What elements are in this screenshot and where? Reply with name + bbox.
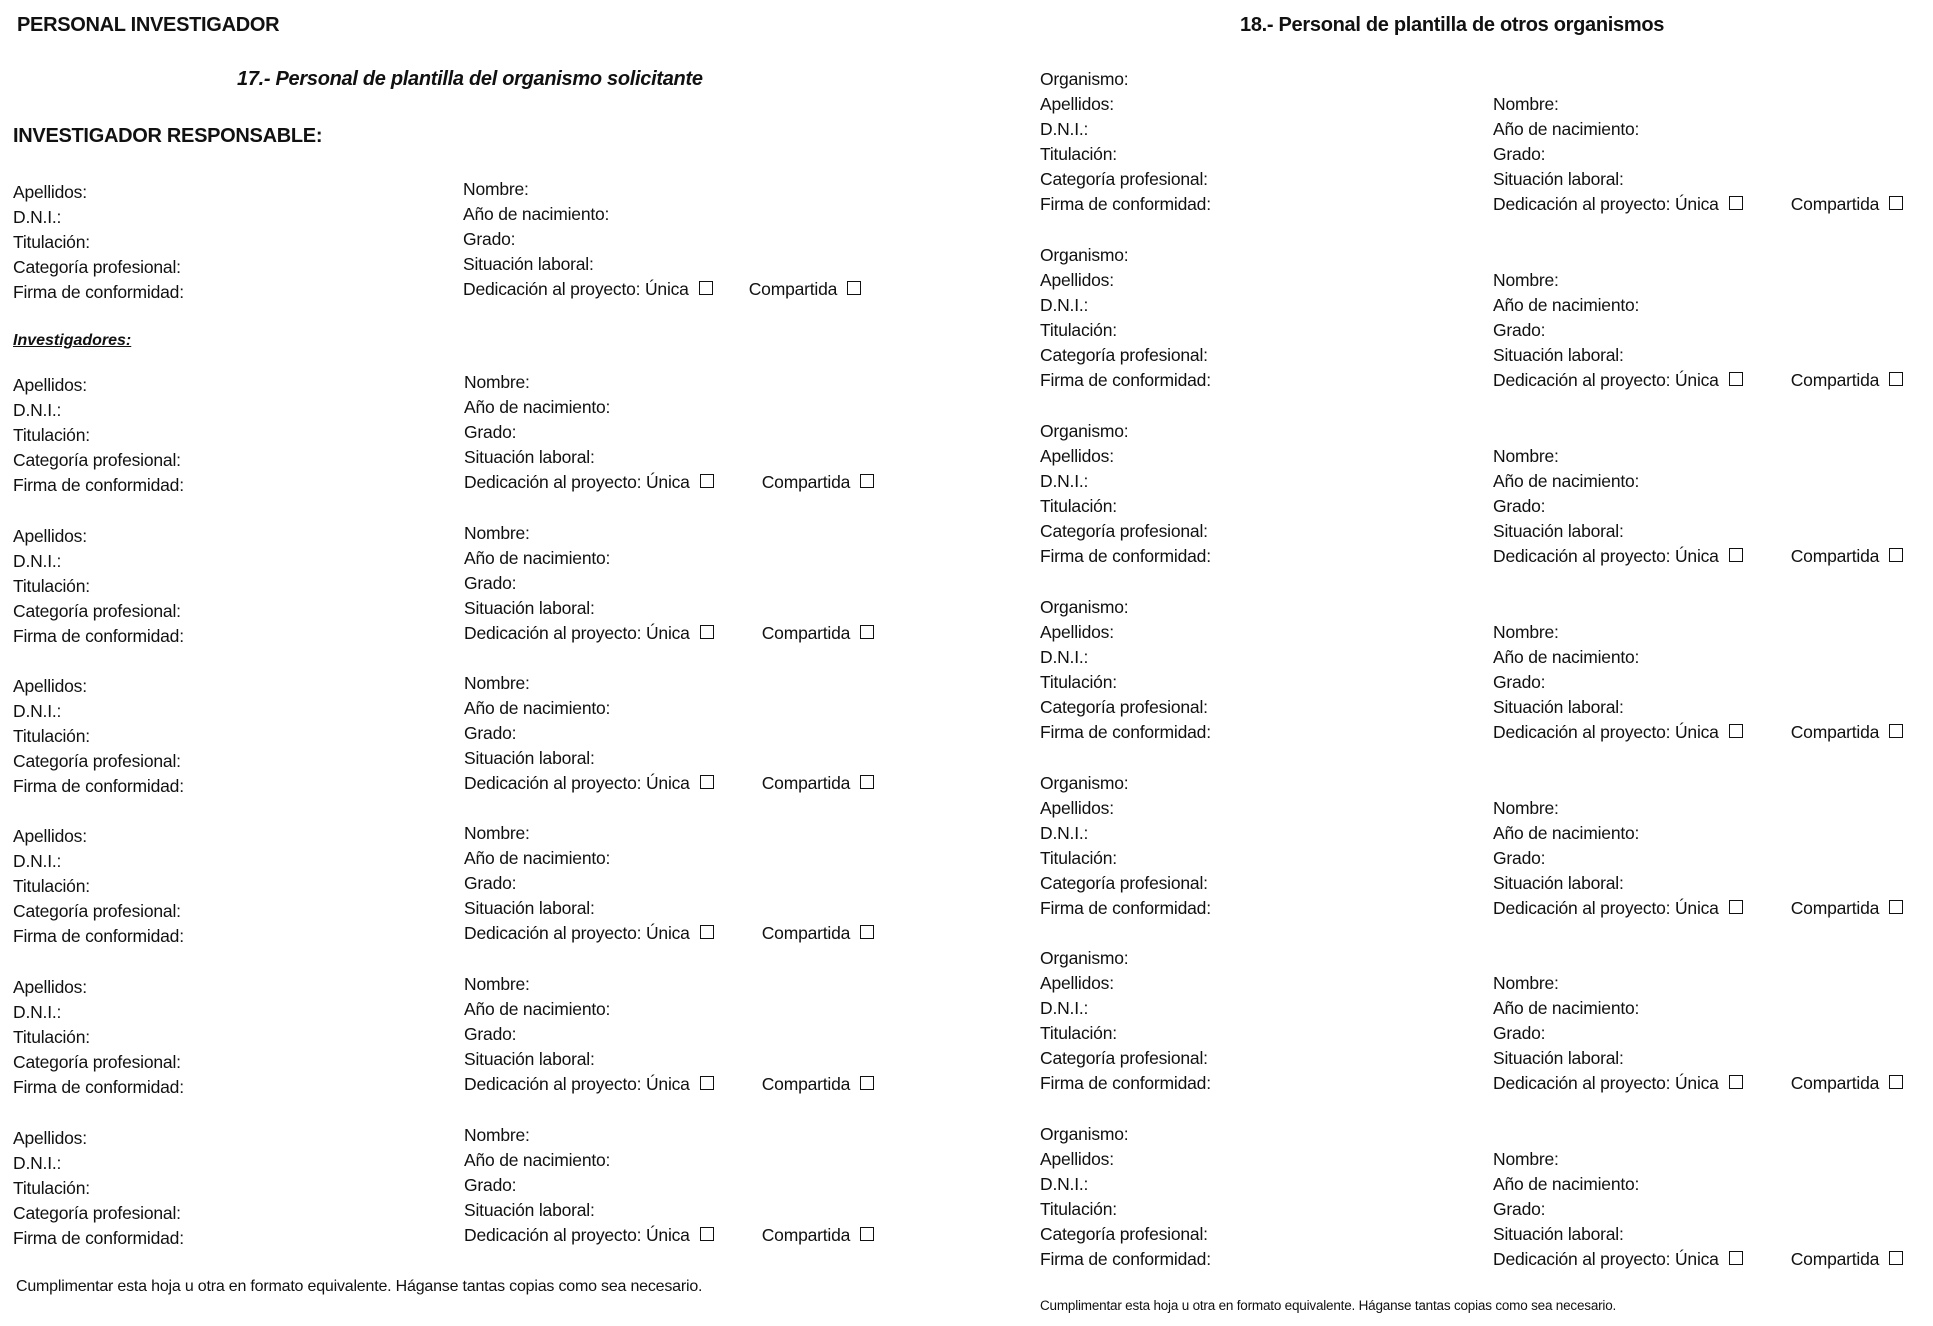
otro-organismo-7-dedicacion-label: Dedicación al proyecto: [1493, 1249, 1675, 1269]
otro-organismo-6-organismo-label: Organismo: [1040, 948, 1129, 968]
otro-organismo-2-compartida-label: Compartida [1790, 370, 1880, 390]
otro-organismo-2-dedicacion-row [1493, 368, 1903, 393]
investigador-5-nombre-label: Nombre: [464, 974, 530, 994]
investigador-2-nombre-label: Nombre: [464, 523, 530, 543]
investigador-5-firma-label: Firma de conformidad: [13, 1077, 184, 1097]
otro-organismo-5-compartida-label: Compartida [1790, 898, 1880, 918]
otro-organismo-2-unica-label: Única [1674, 370, 1719, 390]
otro-organismo-2-situacion-laboral-label: Situación laboral: [1493, 345, 1624, 365]
otro-organismo-3-apellidos-label: Apellidos: [1040, 446, 1114, 466]
responsable-dedicacion-label: Dedicación al proyecto: [463, 279, 645, 299]
otro-organismo-2-dedicacion-label: Dedicación al proyecto: [1493, 370, 1675, 390]
otro-organismo-2-anio-nacimiento-label: Año de nacimiento: [1493, 295, 1640, 315]
investigador-1-dni-label: D.N.I.: [13, 400, 62, 420]
investigador-6-apellidos-label: Apellidos: [13, 1128, 87, 1148]
investigadores-heading: Investigadores: [13, 332, 132, 349]
otro-organismo-4-nombre-label: Nombre: [1493, 622, 1559, 642]
otro-organismo-1-unica-label: Única [1674, 194, 1719, 214]
otro-organismo-4-categoria-label: Categoría profesional: [1040, 697, 1208, 717]
otro-organismo-5-categoria-label: Categoría profesional: [1040, 873, 1208, 893]
otro-organismo-2-grado-label: Grado: [1493, 320, 1546, 340]
investigador-3-dni-label: D.N.I.: [13, 701, 62, 721]
investigador-1-unica-checkbox[interactable] [700, 474, 714, 488]
otro-organismo-7-categoria-label: Categoría profesional: [1040, 1224, 1208, 1244]
investigador-4-categoria-label: Categoría profesional: [13, 901, 181, 921]
investigador-3-situacion-laboral-label: Situación laboral: [464, 748, 595, 768]
investigador-6-firma-label: Firma de conformidad: [13, 1228, 184, 1248]
investigador-5-dedicacion-row [464, 1072, 874, 1097]
otro-organismo-1-firma-label: Firma de conformidad: [1040, 194, 1211, 214]
otro-organismo-1-unica-checkbox[interactable] [1729, 196, 1743, 210]
otro-organismo-5-situacion-laboral-label: Situación laboral: [1493, 873, 1624, 893]
investigador-4-grado-label: Grado: [464, 873, 517, 893]
otro-organismo-2-dni-label: D.N.I.: [1040, 295, 1089, 315]
responsable-categoria-label: Categoría profesional: [13, 257, 181, 277]
investigador-1-compartida-label: Compartida [761, 472, 851, 492]
otro-organismo-5-nombre-label: Nombre: [1493, 798, 1559, 818]
investigador-2-compartida-checkbox[interactable] [860, 625, 874, 639]
responsable-apellidos-label: Apellidos: [13, 182, 87, 202]
responsable-grado-label: Grado: [463, 229, 516, 249]
otro-organismo-3-unica-checkbox[interactable] [1729, 548, 1743, 562]
otro-organismo-6-titulacion-label: Titulación: [1040, 1023, 1117, 1043]
otro-organismo-7-unica-checkbox[interactable] [1729, 1251, 1743, 1265]
investigador-3-apellidos-label: Apellidos: [13, 676, 87, 696]
investigador-2-categoria-label: Categoría profesional: [13, 601, 181, 621]
investigador-2-grado-label: Grado: [464, 573, 517, 593]
otro-organismo-2-unica-checkbox[interactable] [1729, 372, 1743, 386]
investigador-6-unica-checkbox[interactable] [700, 1227, 714, 1241]
investigador-1-compartida-checkbox[interactable] [860, 474, 874, 488]
otro-organismo-3-dedicacion-label: Dedicación al proyecto: [1493, 546, 1675, 566]
otro-organismo-4-titulacion-label: Titulación: [1040, 672, 1117, 692]
otro-organismo-2-nombre-label: Nombre: [1493, 270, 1559, 290]
otro-organismo-5-firma-label: Firma de conformidad: [1040, 898, 1211, 918]
investigador-6-situacion-laboral-label: Situación laboral: [464, 1200, 595, 1220]
investigador-3-dedicacion-row [464, 771, 874, 796]
otro-organismo-4-unica-label: Única [1674, 722, 1719, 742]
otro-organismo-6-nombre-label: Nombre: [1493, 973, 1559, 993]
otro-organismo-5-apellidos-label: Apellidos: [1040, 798, 1114, 818]
investigador-4-compartida-label: Compartida [761, 923, 851, 943]
investigador-2-dedicacion-label: Dedicación al proyecto: [464, 623, 646, 643]
otro-organismo-4-situacion-laboral-label: Situación laboral: [1493, 697, 1624, 717]
otro-organismo-2-compartida-checkbox[interactable] [1889, 372, 1903, 386]
investigador-3-unica-checkbox[interactable] [700, 775, 714, 789]
otro-organismo-6-compartida-label: Compartida [1790, 1073, 1880, 1093]
responsable-nombre-label: Nombre: [463, 179, 529, 199]
otro-organismo-4-anio-nacimiento-label: Año de nacimiento: [1493, 647, 1640, 667]
otro-organismo-2-organismo-label: Organismo: [1040, 245, 1129, 265]
investigador-4-nombre-label: Nombre: [464, 823, 530, 843]
investigador-1-firma-label: Firma de conformidad: [13, 475, 184, 495]
otro-organismo-1-nombre-label: Nombre: [1493, 94, 1559, 114]
otro-organismo-4-grado-label: Grado: [1493, 672, 1546, 692]
investigador-6-compartida-checkbox[interactable] [860, 1227, 874, 1241]
otro-organismo-7-dedicacion-row [1493, 1247, 1903, 1272]
otro-organismo-1-compartida-label: Compartida [1790, 194, 1880, 214]
investigador-6-anio-nacimiento-label: Año de nacimiento: [464, 1150, 611, 1170]
investigador-1-grado-label: Grado: [464, 422, 517, 442]
investigador-5-situacion-laboral-label: Situación laboral: [464, 1049, 595, 1069]
investigador-3-firma-label: Firma de conformidad: [13, 776, 184, 796]
otro-organismo-5-unica-checkbox[interactable] [1729, 900, 1743, 914]
responsable-dni-label: D.N.I.: [13, 207, 62, 227]
investigador-4-situacion-laboral-label: Situación laboral: [464, 898, 595, 918]
otro-organismo-4-unica-checkbox[interactable] [1729, 724, 1743, 738]
investigador-5-compartida-label: Compartida [761, 1074, 851, 1094]
investigador-5-dni-label: D.N.I.: [13, 1002, 62, 1022]
investigador-2-apellidos-label: Apellidos: [13, 526, 87, 546]
otro-organismo-1-anio-nacimiento-label: Año de nacimiento: [1493, 119, 1640, 139]
otro-organismo-4-organismo-label: Organismo: [1040, 597, 1129, 617]
investigador-5-grado-label: Grado: [464, 1024, 517, 1044]
otro-organismo-7-compartida-label: Compartida [1790, 1249, 1880, 1269]
responsable-situacion-laboral-label: Situación laboral: [463, 254, 594, 274]
investigador-2-firma-label: Firma de conformidad: [13, 626, 184, 646]
otro-organismo-1-apellidos-label: Apellidos: [1040, 94, 1114, 114]
otro-organismo-3-compartida-checkbox[interactable] [1889, 548, 1903, 562]
responsable-firma-label: Firma de conformidad: [13, 282, 184, 302]
otro-organismo-4-compartida-label: Compartida [1790, 722, 1880, 742]
otro-organismo-5-dedicacion-label: Dedicación al proyecto: [1493, 898, 1675, 918]
investigador-5-dedicacion-label: Dedicación al proyecto: [464, 1074, 646, 1094]
otro-organismo-3-dedicacion-row [1493, 544, 1903, 569]
investigador-6-compartida-label: Compartida [761, 1225, 851, 1245]
otro-organismo-1-dedicacion-label: Dedicación al proyecto: [1493, 194, 1675, 214]
investigador-responsable-heading: INVESTIGADOR RESPONSABLE: [13, 125, 323, 147]
otro-organismo-5-titulacion-label: Titulación: [1040, 848, 1117, 868]
otro-organismo-3-situacion-laboral-label: Situación laboral: [1493, 521, 1624, 541]
otro-organismo-7-organismo-label: Organismo: [1040, 1124, 1129, 1144]
otro-organismo-6-situacion-laboral-label: Situación laboral: [1493, 1048, 1624, 1068]
investigador-1-nombre-label: Nombre: [464, 372, 530, 392]
investigador-2-dni-label: D.N.I.: [13, 551, 62, 571]
investigador-3-nombre-label: Nombre: [464, 673, 530, 693]
investigador-6-dni-label: D.N.I.: [13, 1153, 62, 1173]
otro-organismo-3-unica-label: Única [1674, 546, 1719, 566]
investigador-6-titulacion-label: Titulación: [13, 1178, 90, 1198]
otro-organismo-7-anio-nacimiento-label: Año de nacimiento: [1493, 1174, 1640, 1194]
otro-organismo-6-dedicacion-label: Dedicación al proyecto: [1493, 1073, 1675, 1093]
left-page-header: PERSONAL INVESTIGADOR [17, 14, 280, 36]
investigador-3-titulacion-label: Titulación: [13, 726, 90, 746]
otro-organismo-2-titulacion-label: Titulación: [1040, 320, 1117, 340]
investigador-3-anio-nacimiento-label: Año de nacimiento: [464, 698, 611, 718]
investigador-3-compartida-label: Compartida [761, 773, 851, 793]
otro-organismo-6-dni-label: D.N.I.: [1040, 998, 1089, 1018]
otro-organismo-7-firma-label: Firma de conformidad: [1040, 1249, 1211, 1269]
otro-organismo-5-unica-label: Única [1674, 898, 1719, 918]
otro-organismo-1-situacion-laboral-label: Situación laboral: [1493, 169, 1624, 189]
otro-organismo-1-compartida-checkbox[interactable] [1889, 196, 1903, 210]
investigador-3-unica-label: Única [645, 773, 690, 793]
otro-organismo-7-apellidos-label: Apellidos: [1040, 1149, 1114, 1169]
otro-organismo-3-organismo-label: Organismo: [1040, 421, 1129, 441]
otro-organismo-4-dni-label: D.N.I.: [1040, 647, 1089, 667]
investigador-3-grado-label: Grado: [464, 723, 517, 743]
investigador-2-titulacion-label: Titulación: [13, 576, 90, 596]
investigador-3-dedicacion-label: Dedicación al proyecto: [464, 773, 646, 793]
investigador-1-titulacion-label: Titulación: [13, 425, 90, 445]
otro-organismo-4-compartida-checkbox[interactable] [1889, 724, 1903, 738]
otro-organismo-6-unica-label: Única [1674, 1073, 1719, 1093]
investigador-6-dedicacion-label: Dedicación al proyecto: [464, 1225, 646, 1245]
investigador-2-unica-checkbox[interactable] [700, 625, 714, 639]
investigador-3-categoria-label: Categoría profesional: [13, 751, 181, 771]
investigador-6-grado-label: Grado: [464, 1175, 517, 1195]
investigador-4-dedicacion-label: Dedicación al proyecto: [464, 923, 646, 943]
investigador-2-situacion-laboral-label: Situación laboral: [464, 598, 595, 618]
otro-organismo-7-grado-label: Grado: [1493, 1199, 1546, 1219]
responsable-compartida-label: Compartida [748, 279, 838, 299]
otro-organismo-6-categoria-label: Categoría profesional: [1040, 1048, 1208, 1068]
investigador-6-dedicacion-row [464, 1223, 874, 1248]
investigador-1-apellidos-label: Apellidos: [13, 375, 87, 395]
investigador-1-dedicacion-label: Dedicación al proyecto: [464, 472, 646, 492]
otro-organismo-3-anio-nacimiento-label: Año de nacimiento: [1493, 471, 1640, 491]
investigador-1-unica-label: Única [645, 472, 690, 492]
otro-organismo-3-nombre-label: Nombre: [1493, 446, 1559, 466]
otro-organismo-3-grado-label: Grado: [1493, 496, 1546, 516]
investigador-1-anio-nacimiento-label: Año de nacimiento: [464, 397, 611, 417]
otro-organismo-6-dedicacion-row [1493, 1071, 1903, 1096]
investigador-4-dedicacion-row [464, 921, 874, 946]
investigador-4-anio-nacimiento-label: Año de nacimiento: [464, 848, 611, 868]
investigador-1-dedicacion-row [464, 470, 874, 495]
otro-organismo-7-situacion-laboral-label: Situación laboral: [1493, 1224, 1624, 1244]
investigador-5-compartida-checkbox[interactable] [860, 1076, 874, 1090]
otro-organismo-6-grado-label: Grado: [1493, 1023, 1546, 1043]
responsable-unica-checkbox[interactable] [699, 281, 713, 295]
otro-organismo-6-apellidos-label: Apellidos: [1040, 973, 1114, 993]
otro-organismo-2-apellidos-label: Apellidos: [1040, 270, 1114, 290]
responsable-titulacion-label: Titulación: [13, 232, 90, 252]
otro-organismo-7-unica-label: Única [1674, 1249, 1719, 1269]
investigador-4-compartida-checkbox[interactable] [860, 925, 874, 939]
otro-organismo-6-unica-checkbox[interactable] [1729, 1075, 1743, 1089]
investigador-4-apellidos-label: Apellidos: [13, 826, 87, 846]
investigador-4-unica-checkbox[interactable] [700, 925, 714, 939]
investigador-6-unica-label: Única [645, 1225, 690, 1245]
responsable-dedicacion-row [463, 277, 861, 302]
otro-organismo-1-organismo-label: Organismo: [1040, 69, 1129, 89]
investigador-4-titulacion-label: Titulación: [13, 876, 90, 896]
investigador-2-unica-label: Única [645, 623, 690, 643]
otro-organismo-3-dni-label: D.N.I.: [1040, 471, 1089, 491]
otro-organismo-5-compartida-checkbox[interactable] [1889, 900, 1903, 914]
otro-organismo-1-dni-label: D.N.I.: [1040, 119, 1089, 139]
otro-organismo-6-firma-label: Firma de conformidad: [1040, 1073, 1211, 1093]
otro-organismo-4-dedicacion-row [1493, 720, 1903, 745]
otro-organismo-3-firma-label: Firma de conformidad: [1040, 546, 1211, 566]
otro-organismo-7-nombre-label: Nombre: [1493, 1149, 1559, 1169]
responsable-unica-label: Única [644, 279, 689, 299]
otro-organismo-2-categoria-label: Categoría profesional: [1040, 345, 1208, 365]
investigador-5-titulacion-label: Titulación: [13, 1027, 90, 1047]
otro-organismo-7-compartida-checkbox[interactable] [1889, 1251, 1903, 1265]
investigador-4-unica-label: Única [645, 923, 690, 943]
otro-organismo-3-categoria-label: Categoría profesional: [1040, 521, 1208, 541]
otro-organismo-1-titulacion-label: Titulación: [1040, 144, 1117, 164]
investigador-2-anio-nacimiento-label: Año de nacimiento: [464, 548, 611, 568]
investigador-3-compartida-checkbox[interactable] [860, 775, 874, 789]
investigador-1-situacion-laboral-label: Situación laboral: [464, 447, 595, 467]
investigador-5-apellidos-label: Apellidos: [13, 977, 87, 997]
investigador-5-unica-checkbox[interactable] [700, 1076, 714, 1090]
investigador-4-dni-label: D.N.I.: [13, 851, 62, 871]
otro-organismo-1-grado-label: Grado: [1493, 144, 1546, 164]
investigador-2-dedicacion-row [464, 621, 874, 646]
otro-organismo-1-categoria-label: Categoría profesional: [1040, 169, 1208, 189]
section-18-title: 18.- Personal de plantilla de otros organismos [1240, 14, 1665, 36]
responsable-compartida-checkbox[interactable] [847, 281, 861, 295]
otro-organismo-2-firma-label: Firma de conformidad: [1040, 370, 1211, 390]
otro-organismo-7-dni-label: D.N.I.: [1040, 1174, 1089, 1194]
otro-organismo-4-firma-label: Firma de conformidad: [1040, 722, 1211, 742]
otro-organismo-5-dni-label: D.N.I.: [1040, 823, 1089, 843]
otro-organismo-3-compartida-label: Compartida [1790, 546, 1880, 566]
otro-organismo-5-anio-nacimiento-label: Año de nacimiento: [1493, 823, 1640, 843]
otro-organismo-1-dedicacion-row [1493, 192, 1903, 217]
otro-organismo-6-anio-nacimiento-label: Año de nacimiento: [1493, 998, 1640, 1018]
investigador-2-compartida-label: Compartida [761, 623, 851, 643]
otro-organismo-5-organismo-label: Organismo: [1040, 773, 1129, 793]
otro-organismo-6-compartida-checkbox[interactable] [1889, 1075, 1903, 1089]
right-footnote: Cumplimentar esta hoja u otra en formato equivalente. Háganse tantas copias como sea necesario. [1040, 1298, 1617, 1313]
investigador-1-categoria-label: Categoría profesional: [13, 450, 181, 470]
otro-organismo-4-apellidos-label: Apellidos: [1040, 622, 1114, 642]
section-17-title: 17.- Personal de plantilla del organismo solicitante [237, 68, 703, 90]
otro-organismo-7-titulacion-label: Titulación: [1040, 1199, 1117, 1219]
otro-organismo-5-dedicacion-row [1493, 896, 1903, 921]
otro-organismo-5-grado-label: Grado: [1493, 848, 1546, 868]
otro-organismo-4-dedicacion-label: Dedicación al proyecto: [1493, 722, 1675, 742]
investigador-6-categoria-label: Categoría profesional: [13, 1203, 181, 1223]
investigador-5-anio-nacimiento-label: Año de nacimiento: [464, 999, 611, 1019]
left-footnote: Cumplimentar esta hoja u otra en formato equivalente. Háganse tantas copias como sea necesario. [16, 1278, 703, 1295]
investigador-5-categoria-label: Categoría profesional: [13, 1052, 181, 1072]
investigador-6-nombre-label: Nombre: [464, 1125, 530, 1145]
otro-organismo-3-titulacion-label: Titulación: [1040, 496, 1117, 516]
responsable-anio-nacimiento-label: Año de nacimiento: [463, 204, 610, 224]
investigador-4-firma-label: Firma de conformidad: [13, 926, 184, 946]
investigador-5-unica-label: Única [645, 1074, 690, 1094]
